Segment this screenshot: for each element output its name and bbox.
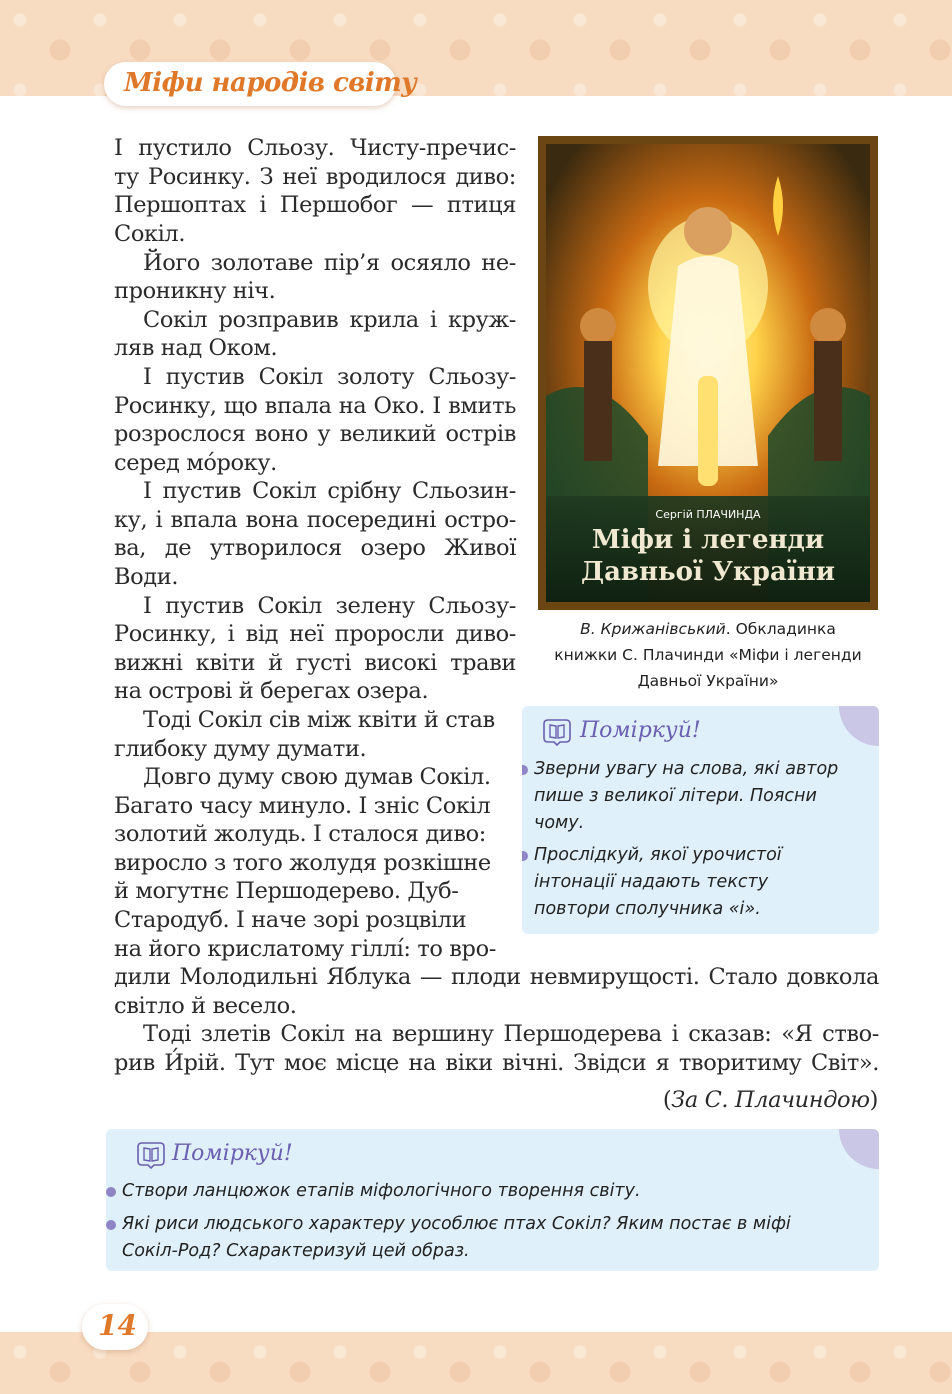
cover-title-line2: Давньої України: [580, 557, 836, 587]
story-line: глибоку думу думати.: [114, 736, 367, 762]
book-icon: [134, 1141, 168, 1169]
book-cover-image: [538, 136, 878, 610]
bullet: [522, 851, 528, 861]
think-box-1: [522, 706, 879, 934]
story-line: ту Росинку. З неї вродилося диво:: [114, 164, 516, 190]
story-line: Тоді злетів Сокіл на вершину Першодерева і сказав: «Я ство-: [143, 1021, 879, 1047]
story-line: вижні квіти й густі високі трави: [114, 650, 516, 676]
story-line: ляв над Оком.: [114, 335, 278, 361]
story-line: рив И́рій. Тут моє місце на віки вічні. Звідси я творитиму Світ».: [114, 1050, 879, 1076]
story-line: проникну ніч.: [114, 278, 276, 304]
story-line: Сокіл розправив крила і круж-: [143, 307, 516, 333]
think-question: Які риси людського характеру уособлює птах Сокіл? Яким постає в міфі Сокіл-Род? Схарактеризуй цей образ.: [122, 1214, 791, 1261]
story-line: Води.: [114, 564, 179, 590]
story-line: на острові й берегах озера.: [114, 678, 429, 704]
story-line: дили Молодильні Яблука — плоди невмирущості. Стало довкола: [114, 964, 879, 990]
story-line: Довго думу свою думав Сокіл.: [143, 764, 491, 790]
box-corner-decoration: [839, 1129, 879, 1169]
story-line: виросло з того жолудя розкішне: [114, 850, 491, 876]
story-line: Першоптах і Першобог — птиця: [114, 192, 516, 218]
bullet: [106, 1220, 116, 1230]
story-line: І пустив Сокіл срібну Сльозин-: [143, 478, 516, 504]
source-attribution: (За С. Плачиндою): [662, 1087, 878, 1113]
story-line: золотий жолудь. І сталося диво:: [114, 821, 486, 847]
page-number: 14: [98, 1309, 137, 1342]
think-box-2: [106, 1129, 879, 1271]
think-question: Створи ланцюжок етапів міфологічного творення світу.: [122, 1181, 641, 1201]
story-line: на його крислатому гіллі́: то вро-: [114, 936, 496, 962]
story-line: розрослося воно у великий острів: [114, 421, 516, 447]
story-line: Багато часу минуло. І зніс Сокіл: [114, 793, 491, 819]
story-line: Росинку, що впала на Око. І вмить: [114, 393, 516, 419]
story-line: ва, де утворилося озеро Живої: [114, 535, 516, 561]
story-line: світло й весело.: [114, 993, 297, 1019]
story-line: І пустив Сокіл зелену Сльозу-: [143, 593, 516, 619]
story-line: Тоді Сокіл сів між квіти й став: [143, 707, 495, 733]
story-line: Його золотаве пір’я осяяло не-: [143, 250, 516, 276]
box-corner-decoration: [839, 706, 879, 746]
think-question: Прослідкуй, якої урочистої інтонації надають тексту повтори сполучника «і».: [534, 845, 782, 919]
cover-title-line1: Міфи і легенди: [591, 525, 825, 555]
story-line: Росинку, і від неї проросли диво-: [114, 621, 516, 647]
think-question: Зверни увагу на слова, які автор пише з великої літери. Поясни чому.: [534, 759, 839, 833]
story-line: І пустило Сльозу. Чисту-пречис-: [114, 135, 516, 161]
bullet: [522, 765, 528, 775]
think-heading: Поміркуй!: [580, 718, 701, 743]
story-line: І пустив Сокіл золоту Сльозу-: [143, 364, 516, 390]
story-line: серед мо́року.: [114, 450, 277, 476]
story-line: й могутнє Першодерево. Дуб-: [114, 878, 459, 904]
section-title: Міфи народів світу: [124, 68, 417, 98]
image-caption: В. Крижанівський. Обкладинка книжки С. Плачинди «Міфи і легенди Давньої України»: [554, 620, 862, 690]
story-line: ку, і впала вона посередині остро-: [114, 507, 516, 533]
think-heading: Поміркуй!: [172, 1141, 293, 1166]
bullet: [106, 1187, 116, 1197]
book-icon: [540, 718, 574, 746]
story-line: Стародуб. І наче зорі розцвіли: [114, 907, 467, 933]
story-line: Сокіл.: [114, 221, 186, 247]
cover-author: Сергій ПЛАЧИНДА: [655, 508, 761, 521]
